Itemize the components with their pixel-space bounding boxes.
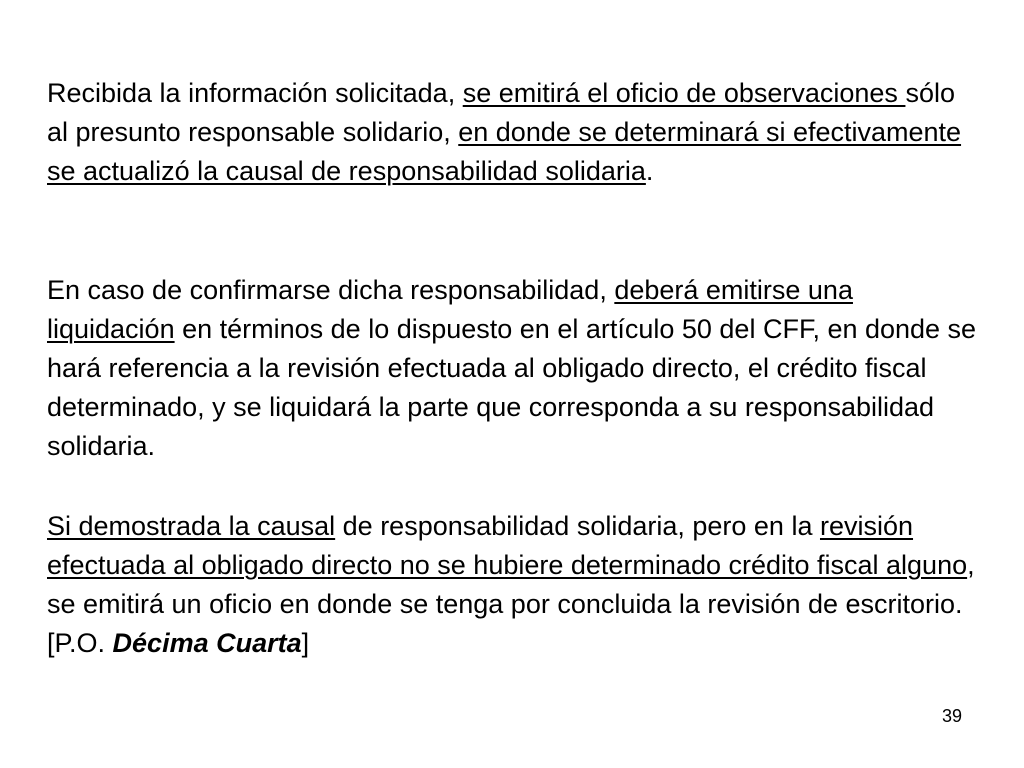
text-segment: Recibida la información solicitada, [47,78,463,108]
underlined-segment: en donde se determinará si efectivamente se actualizó la causal de responsabilidad solidaria [47,117,962,186]
text-segment: En caso de confirmarse dicha responsabilidad, [47,275,615,305]
paragraph-observaciones [47,74,977,191]
text-segment: en términos de lo dispuesto en el artículo 50 del CFF, en donde se hará referencia a la revisión efectuada al obligado directo, el crédito fiscal determinado, y se liquidará la parte que corresponda a su responsabilidad solidaria. [47,314,977,461]
bold-italic-segment: Décima Cuarta [112,628,302,658]
page-number: 39 [941,706,962,726]
text-segment: ] [301,628,310,658]
text-segment: sólo al presunto responsable solidario, [47,78,955,147]
text-segment: . [645,156,654,186]
underlined-segment: se emitirá el oficio de observaciones [462,78,906,108]
underlined-segment: Si demostrada la causal [47,511,336,541]
text-segment: , se emitirá un oficio en donde se tenga por concluida la revisión de escritorio. [P.O. [47,550,975,658]
paragraph-liquidacion [47,271,977,466]
text-segment: de responsabilidad solidaria, pero en la [335,511,820,541]
underlined-segment: deberá emitirse una liquidación [47,275,853,344]
paragraph-conclusion [47,507,977,663]
underlined-segment: revisión efectuada al obligado directo no se hubiere determinado crédito fiscal alguno [47,511,968,580]
